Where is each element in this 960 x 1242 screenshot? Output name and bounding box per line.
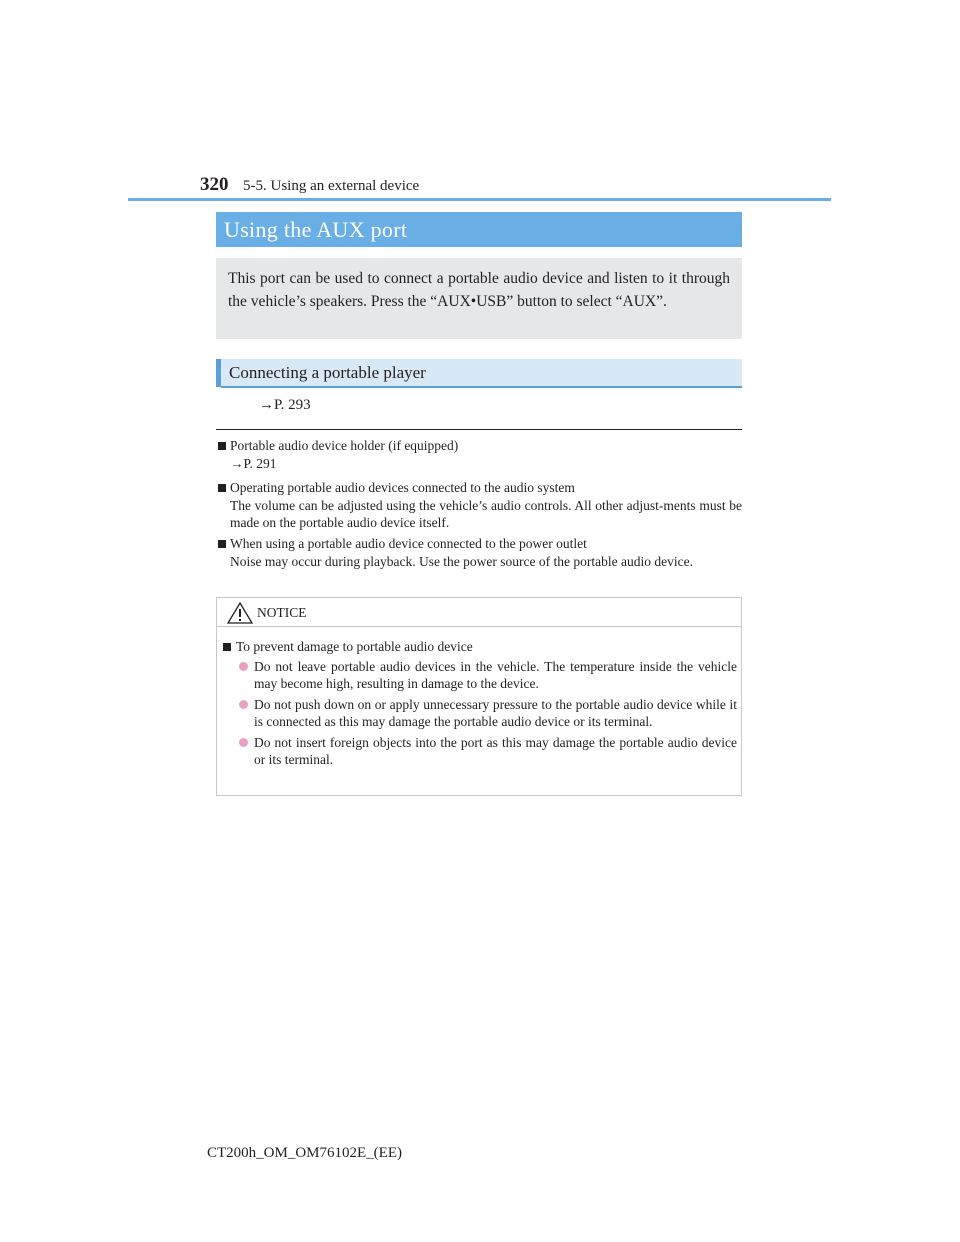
notice-header bbox=[217, 598, 741, 627]
divider bbox=[216, 429, 742, 430]
section-label: 5-5. Using an external device bbox=[243, 178, 420, 194]
square-bullet-icon bbox=[218, 540, 226, 548]
note-title: Operating portable audio devices connected to the audio system bbox=[230, 480, 575, 495]
header-rule bbox=[128, 198, 831, 201]
note-item bbox=[216, 535, 742, 570]
subsection-title: Connecting a portable player bbox=[229, 363, 426, 382]
note-title: Portable audio device holder (if equipped) bbox=[230, 438, 459, 453]
subsection-heading bbox=[216, 359, 742, 387]
intro-box bbox=[216, 258, 742, 339]
warning-icon bbox=[227, 602, 253, 624]
title-bar bbox=[216, 212, 742, 247]
notice-content bbox=[221, 638, 737, 772]
square-bullet-icon bbox=[218, 442, 226, 450]
notice-bullet: Do not insert foreign objects into the port as this may damage the portable audio device or its terminal. bbox=[221, 734, 737, 768]
note-title: When using a portable audio device connected to the power outlet bbox=[230, 536, 587, 551]
note-item bbox=[216, 437, 742, 473]
notice-bullet: Do not push down on or apply unnecessary pressure to the portable audio device while it is connected as this may damage the portable audio device or its terminal. bbox=[221, 696, 737, 730]
notice-title: To prevent damage to portable audio device bbox=[236, 639, 473, 654]
page-reference-link[interactable]: →P. 291 bbox=[230, 456, 277, 471]
page-title: Using the AUX port bbox=[224, 217, 408, 242]
page-reference-link[interactable]: →P. 293 bbox=[259, 397, 311, 413]
note-item bbox=[216, 479, 742, 531]
square-bullet-icon bbox=[218, 484, 226, 492]
intro-text: This port can be used to connect a portable audio device and listen to it through the vehicle’s speakers. Press the “AUX•USB” button to select “AUX”. bbox=[228, 270, 730, 310]
circle-bullet-icon bbox=[239, 662, 248, 671]
page-number: 320 bbox=[200, 174, 229, 195]
subsection-underline bbox=[221, 386, 742, 388]
note-body: Noise may occur during playback. Use the power source of the portable audio device. bbox=[230, 554, 693, 569]
notice-label: NOTICE bbox=[257, 605, 307, 620]
square-bullet-icon bbox=[223, 643, 231, 651]
footer-code: CT200h_OM_OM76102E_(EE) bbox=[207, 1145, 402, 1161]
notice-box bbox=[216, 597, 742, 796]
subsection-accent bbox=[216, 359, 221, 387]
notice-bullet: Do not leave portable audio devices in the vehicle. The temperature inside the vehicle may become high, resulting in damage to the device. bbox=[221, 658, 737, 692]
circle-bullet-icon bbox=[239, 700, 248, 709]
note-body: The volume can be adjusted using the vehicle’s audio controls. All other adjust-ments must be made on the portable audio device itself. bbox=[230, 498, 742, 530]
circle-bullet-icon bbox=[239, 738, 248, 747]
